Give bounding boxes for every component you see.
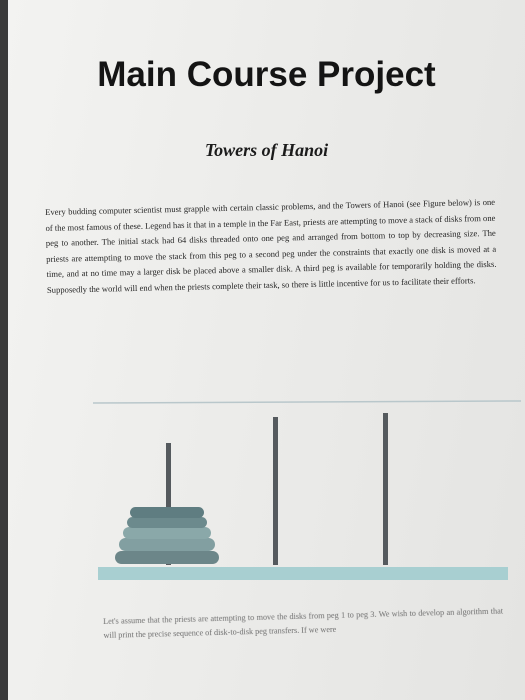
- intro-paragraph: Every budding computer scientist must grapple with certain classic problems, and the Towers of Hanoi (see Figure below) is one of the most famous of these. Legend has it that in a temple in the Far East, priests are attempting to move a stack of disks from one peg to another. The initial stack had 64 disks threaded onto one peg and arranged from bottom to top by decreasing size. The priests are attempting to move the stack from this peg to a second peg under the constraints that exactly one disk is moved at a time, and at no time may a larger disk be placed above a smaller disk. A third peg is available for temporarily holding the disks. Supposedly the world will end when the priests complete their task, so there is little incentive for us to facilitate their efforts.: [45, 196, 497, 295]
- section-subtitle: Towers of Hanoi: [204, 140, 329, 160]
- disk-3: [123, 527, 211, 539]
- peg-3: [383, 413, 388, 565]
- document-page: [8, 0, 525, 700]
- page-title: Main Course Project: [97, 55, 436, 94]
- figure-top-rule: [93, 401, 521, 403]
- towers-of-hanoi-figure: [83, 395, 523, 600]
- figure-base: [98, 567, 508, 580]
- hanoi-illustration: [83, 395, 523, 600]
- disk-4: [127, 517, 207, 528]
- peg-2: [273, 417, 278, 565]
- disk-2: [119, 538, 215, 551]
- continuation-paragraph: Let's assume that the priests are attempting to move the disks from peg 1 to peg 3. We wish to develop an algorithm that will print the precise sequence of disk-to-disk peg transfers. If we were: [103, 606, 504, 640]
- disk-1: [115, 551, 219, 564]
- disk-5: [130, 507, 204, 518]
